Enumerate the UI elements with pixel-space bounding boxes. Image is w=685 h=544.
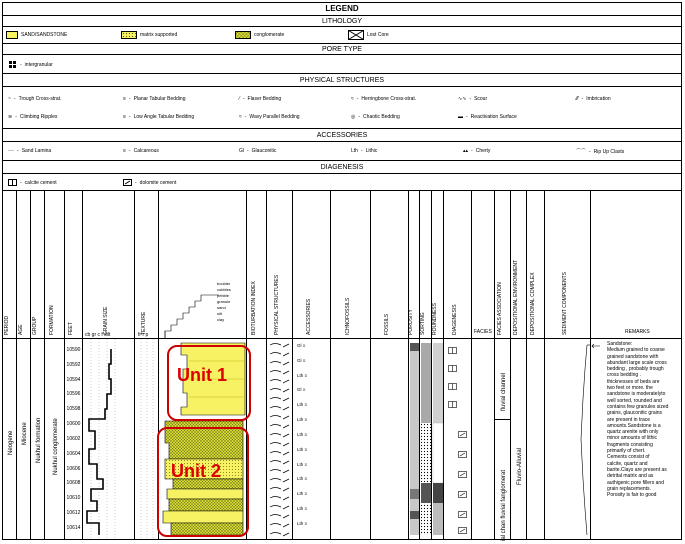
dep-env-cell — [511, 339, 527, 539]
col-sorting-head — [420, 191, 432, 339]
age-cell — [17, 339, 31, 539]
remarks-line: quartz arenite with only — [607, 429, 659, 436]
depth-label: 10596 — [66, 391, 81, 398]
unit-2-outline — [157, 427, 249, 537]
remarks-line: grain replacements. — [607, 485, 651, 492]
col-facies-head — [472, 191, 495, 339]
group-cell — [31, 339, 45, 539]
col-texture-head — [135, 191, 159, 339]
matrix-swatch — [121, 31, 137, 39]
physical-row — [3, 87, 681, 129]
accessories-head-label: ACCESSORIES — [305, 298, 312, 335]
ichno-head-label: ICHNOFOSSILS — [344, 297, 351, 335]
structure-mark — [270, 452, 289, 456]
remarks-line: calcite, quartz and — [607, 460, 648, 467]
facies-assoc-lower: ial chan fluvial fanglomerat — [501, 469, 507, 541]
physical-head-label: PHYSICAL STRUCTURES — [273, 274, 280, 335]
legend-chaotic: ◎ - Chaotic Bedding — [351, 114, 400, 120]
legend-matrix — [121, 31, 177, 39]
col-roundness-head — [432, 191, 444, 339]
texture-svg — [135, 339, 159, 539]
scour-label: Scour — [474, 96, 488, 102]
conglomerate-swatch — [235, 31, 251, 39]
roundness-bar — [432, 339, 444, 539]
col-feet-head — [65, 191, 83, 339]
remarks-line: Porosity is fair to good — [607, 492, 657, 499]
remarks-line: two feet or more. the — [607, 385, 653, 392]
accessory-mark: Lth ≡ — [297, 372, 308, 378]
remarks-line: Medium grained to coarse — [607, 347, 665, 354]
herringbone-label: Herringbone Cross-strat. — [361, 96, 417, 102]
calcareous-label: Calcareous — [133, 148, 159, 154]
texture-cell — [135, 339, 159, 539]
grain-class-pebble: pebble — [217, 293, 230, 298]
unit-1-label: Unit 1 — [177, 365, 228, 385]
formation-cell — [45, 339, 65, 539]
grain-scale-label: cb gr c f silt — [85, 332, 111, 338]
structure-mark — [270, 524, 289, 528]
planar-label: Planar Tabular Bedding — [133, 96, 186, 102]
accessory-mark: Gl ≡ — [297, 387, 306, 393]
dolomite-label: dolomite cement — [139, 179, 177, 186]
diagenesis-row — [3, 174, 681, 191]
structure-mark — [270, 407, 289, 411]
intergranular-icon — [9, 61, 17, 69]
period-text: Neogene — [8, 430, 14, 455]
dolomite-cement-icon — [458, 431, 467, 438]
depth-label: 10614 — [66, 524, 81, 531]
calcite-label: calcite cement — [24, 179, 57, 186]
remarks-line: Sandstone: — [607, 341, 633, 347]
accessories-header: ACCESSORIES — [3, 129, 681, 142]
legend-trough: ~ - Trough Cross-strat. — [8, 96, 62, 102]
formation-head-label: FORMATION — [48, 305, 55, 335]
remarks-arrow-icon — [591, 341, 601, 351]
facies-head-label: FACIES — [474, 329, 492, 335]
depth-label: 10612 — [66, 509, 81, 516]
remarks-line: amounts.Sandstone is a — [607, 422, 661, 429]
facies-assoc-cell — [495, 339, 511, 539]
age-head-label: AGE — [17, 324, 24, 335]
age-text: Miocene — [22, 422, 28, 445]
cherty-label: Cherty — [475, 148, 491, 154]
porosity-cell — [409, 339, 420, 539]
legend-planar: ≡ - Planar Tabular Bedding — [123, 96, 186, 102]
accessory-mark: Lth ≡ — [297, 446, 308, 452]
accessory-mark: Gl ≡ — [297, 343, 306, 348]
ichnofossils-cell — [331, 339, 371, 539]
grain-class-clay: clay — [217, 317, 225, 322]
col-grain-head — [83, 191, 135, 339]
col-remarks-head — [591, 191, 681, 339]
structure-mark — [270, 362, 289, 366]
col-ichno-head — [331, 191, 371, 339]
calcite-cement-icon — [448, 365, 457, 372]
physical-header: PHYSICAL STRUCTURES — [3, 74, 681, 87]
structure-mark — [270, 398, 289, 402]
remarks-line: detrital matrix and as — [607, 473, 654, 480]
legend-sand-label: SAND/SANDSTONE — [21, 32, 68, 38]
legend-lost-core — [348, 30, 389, 40]
structure-mark — [270, 434, 289, 438]
remarks-line: contains few granules sized — [607, 403, 669, 410]
calcite-cement-icon — [448, 401, 457, 408]
depth-label: 10602 — [66, 435, 81, 442]
dep-complex-head-label: DEPOSITIONAL COMPLEX — [529, 272, 536, 335]
structure-mark — [270, 353, 289, 357]
col-sediment-head — [545, 191, 591, 339]
unit-2-label: Unit 2 — [171, 461, 222, 481]
facies-assoc-upper: fluvial channel — [501, 372, 507, 411]
remarks-line: primarily of chert. — [607, 448, 646, 455]
remarks-line: well sorted, rounded and — [607, 397, 662, 404]
legend-climbing: ≋ - Climbing Ripples — [8, 114, 58, 120]
structure-mark — [270, 389, 289, 393]
lithology-row — [3, 27, 681, 44]
dolomite-cement-icon — [458, 511, 467, 518]
wavy-label: Wavy Parallel Bedding — [249, 114, 300, 120]
legend-calcareous: ≡ - Calcareous — [123, 148, 159, 154]
facies-assoc-head-label: FACIES ASSOCIATION — [496, 282, 503, 335]
sand-swatch — [6, 31, 18, 39]
sediment-head-label: SEDIMENT COMPONENTS — [561, 272, 568, 335]
grain-head-label: GRAIN SIZE — [102, 306, 109, 335]
fossils-cell — [371, 339, 409, 539]
grain-curve-svg — [83, 339, 135, 539]
legend-imbrication: ⁄⁄⁄ - Imbrication — [576, 96, 611, 102]
formation-text: Nukhul conglomerate — [53, 418, 59, 475]
structure-mark — [270, 470, 289, 474]
lost-core-icon — [348, 30, 364, 40]
col-group-head — [31, 191, 45, 339]
remarks-line: barite.Clays are present as — [607, 466, 667, 473]
col-dep-complex-head — [527, 191, 545, 339]
accessory-mark: Lth ≡ — [297, 431, 308, 437]
reactivation-label: Reactivation Surface — [470, 114, 517, 120]
flaser-label: Flaser Bedding — [247, 96, 282, 102]
sand-lamina-label: Sand Lamina — [21, 148, 52, 154]
col-dep-env-head — [511, 191, 527, 339]
ripup-label: Rip Up Clasts — [593, 148, 625, 155]
legend-title: LEGEND — [3, 3, 681, 16]
grain-class-silt: silt — [217, 311, 222, 316]
physical-structures-cell — [267, 339, 293, 539]
remarks-line: fragments consisting — [607, 441, 653, 448]
facies-divider — [495, 419, 510, 420]
glauconitic-label: Glauconitic — [251, 148, 277, 154]
structure-mark — [270, 443, 289, 447]
period-cell — [3, 339, 17, 539]
sorting-head-label: SORTING — [419, 312, 426, 335]
structure-mark — [270, 344, 289, 348]
texture-scale-label: fr r p — [138, 332, 149, 338]
grain-class-cobbles: cobbles — [217, 287, 231, 292]
structure-mark — [270, 371, 289, 375]
legend-flaser: ⁄ - Flaser Bedding — [239, 96, 282, 102]
col-physical-head — [267, 191, 293, 339]
grain-class-steps — [159, 191, 247, 339]
structure-mark — [270, 506, 289, 510]
feet-head-label: FEET — [67, 322, 74, 335]
legend-lithic: Lth - Lithic — [351, 148, 378, 154]
physical-structures-svg — [267, 339, 293, 539]
imbrication-label: Imbrication — [586, 96, 611, 102]
dolomite-cement-icon — [458, 471, 467, 478]
grain-class-list — [217, 281, 231, 323]
legend-glauconitic: Gl - Glauconitic — [239, 148, 277, 154]
accessory-mark: Gl ≡ — [297, 357, 306, 363]
depth-label: 10598 — [66, 406, 81, 413]
depth-label: 10604 — [66, 450, 81, 457]
grain-size-curve — [83, 339, 135, 539]
accessory-mark: Lth ≡ — [297, 476, 308, 482]
remarks-line: minor amounts of lithic — [607, 435, 658, 442]
dolomite-cement-icon — [458, 451, 467, 458]
column-headers — [3, 191, 681, 339]
accessory-mark: Lth ≡ — [297, 402, 308, 408]
porosity-head-label: POROSITY — [408, 309, 414, 335]
legend-reactivation: ▬ - Reactivation Surface — [458, 114, 517, 120]
porosity-bar — [409, 339, 420, 539]
col-bioturbation-head — [247, 191, 267, 339]
depth-label: 10610 — [66, 495, 81, 502]
dep-env-text: Fluvio-Alluvial — [517, 447, 523, 485]
diagenesis-header: DIAGENESIS — [3, 161, 681, 174]
legend-matrix-label: matrix supported — [140, 32, 178, 38]
pore-header: PORE TYPE — [3, 44, 681, 55]
fossils-head-label: FOSSILS — [383, 313, 390, 335]
legend-intergranular: - intergranular — [9, 61, 53, 69]
remarks-line: Cements consist of — [607, 454, 650, 461]
bioturbation-head-label: BIOTURBATION INDEX — [250, 281, 257, 335]
col-accessories-head — [293, 191, 331, 339]
legend-sand-lamina: ┈┈ - Sand Lamina — [8, 148, 52, 154]
dep-env-head-label: DEPOSITIONAL ENVIRONMENT — [512, 259, 519, 335]
structure-mark — [270, 488, 289, 492]
remarks-line: bedding , probably trough — [607, 366, 664, 373]
accessory-mark: Lth ≡ — [297, 505, 308, 511]
remarks-text — [607, 341, 668, 498]
legend-lost-core-label: Lost Core — [367, 32, 389, 38]
lithic-label: Lithic — [365, 148, 378, 154]
accessories-row — [3, 142, 681, 161]
low-angle-label: Low Angle Tabular Bedding — [133, 114, 195, 120]
accessories-cell — [293, 339, 331, 539]
dolomite-cement-icon — [458, 527, 467, 534]
legend-cherty: ▴▴ - Cherty — [463, 148, 491, 154]
roundness-cell — [432, 339, 444, 539]
remarks-line: grains, glauconitic grains — [607, 410, 663, 417]
remarks-line: thicknesses of beds are — [607, 378, 660, 385]
legend-conglomerate — [235, 31, 284, 39]
col-facies-assoc-head — [495, 191, 511, 339]
accessory-mark: Lth ≡ — [297, 520, 308, 526]
grain-class-boulder: boulder — [217, 281, 231, 286]
legend-wavy: ≈ - Wavy Parallel Bedding — [239, 114, 300, 120]
remarks-line: authigenic pore fillers and — [607, 479, 664, 486]
depth-label: 10592 — [66, 361, 81, 368]
structure-mark — [270, 479, 289, 483]
col-period-head — [3, 191, 17, 339]
legend-sand — [6, 31, 67, 39]
structure-mark — [270, 461, 289, 465]
grain-class-sand: sand — [217, 305, 226, 310]
structure-mark — [270, 497, 289, 501]
legend-low-angle: ≡ - Low Angle Tabular Bedding — [123, 114, 195, 120]
legend-dolomite: - dolomite cement — [123, 179, 176, 186]
legend-ripup: ⌒⌒ - Rip Up Clasts — [576, 148, 625, 155]
structure-mark — [270, 533, 289, 537]
sediment-curve — [545, 339, 591, 539]
legend-conglomerate-label: conglomerate — [254, 32, 285, 38]
col-porosity-head — [409, 191, 420, 339]
calcite-cement-icon — [448, 383, 457, 390]
structure-mark — [270, 416, 289, 420]
structure-mark — [270, 425, 289, 429]
sorting-cell — [420, 339, 432, 539]
period-head-label: PERIOD — [3, 315, 10, 335]
depth-column — [65, 339, 83, 539]
depth-label: 10594 — [66, 376, 81, 383]
accessory-mark: Lth ≡ — [297, 417, 308, 423]
core-log-sheet — [2, 2, 682, 540]
group-head-label: GROUP — [31, 316, 38, 335]
depth-label: 10600 — [66, 421, 81, 428]
remarks-line: sandstone is moderatelyto — [607, 391, 666, 398]
dolomite-cement-icon — [123, 179, 132, 186]
calcite-cement-icon — [448, 347, 457, 354]
accessory-mark: Lth ≡ — [297, 491, 308, 497]
diagenesis-head-label: DIAGENESIS — [451, 304, 458, 335]
remarks-line: cross bedding . — [607, 372, 641, 379]
depth-label: 10606 — [66, 465, 81, 472]
legend-scour: ∿∿ - Scour — [458, 96, 488, 102]
sorting-bar — [420, 339, 432, 539]
texture-head-label: TEXTURE — [140, 311, 147, 335]
trough-label: Trough Cross-strat. — [18, 96, 62, 102]
remarks-line: abundant large scale cross — [607, 359, 667, 366]
remarks-cell — [591, 339, 681, 539]
grain-class-granule: granule — [217, 299, 231, 304]
diagenesis-cell — [444, 339, 472, 539]
facies-cell — [472, 339, 495, 539]
sediment-cell — [545, 339, 591, 539]
col-fossils-head — [371, 191, 409, 339]
remarks-line: grained sandstone with — [607, 353, 659, 360]
remarks-line: are present in trace — [607, 416, 651, 423]
structure-mark — [270, 515, 289, 519]
depth-label: 10590 — [66, 347, 81, 353]
group-text: Nukhul formation — [36, 417, 42, 463]
intergranular-label: intergranular — [24, 62, 53, 68]
col-age-head — [17, 191, 31, 339]
climbing-label: Climbing Ripples — [19, 114, 58, 120]
legend-calcite: - calcite cement — [8, 179, 57, 186]
log-section — [3, 191, 681, 539]
structure-mark — [270, 380, 289, 384]
accessory-mark: Lth ≡ — [297, 461, 308, 467]
log-body — [3, 339, 681, 539]
pore-row — [3, 55, 681, 74]
col-grain-class-head — [159, 191, 247, 339]
depth-label: 10608 — [66, 480, 81, 487]
dolomite-cement-icon — [458, 491, 467, 498]
dep-complex-cell — [527, 339, 545, 539]
remarks-head-label: REMARKS — [625, 329, 650, 335]
legend-herringbone: ≈ - Herringbone Cross-strat. — [351, 96, 417, 102]
col-formation-head — [45, 191, 65, 339]
lithology-header: LITHOLOGY — [3, 16, 681, 27]
calcite-cement-icon — [8, 179, 17, 186]
col-diagenesis-head — [444, 191, 472, 339]
roundness-head-label: ROUNDNESS — [431, 303, 438, 335]
chaotic-label: Chaotic Bedding — [363, 114, 400, 120]
